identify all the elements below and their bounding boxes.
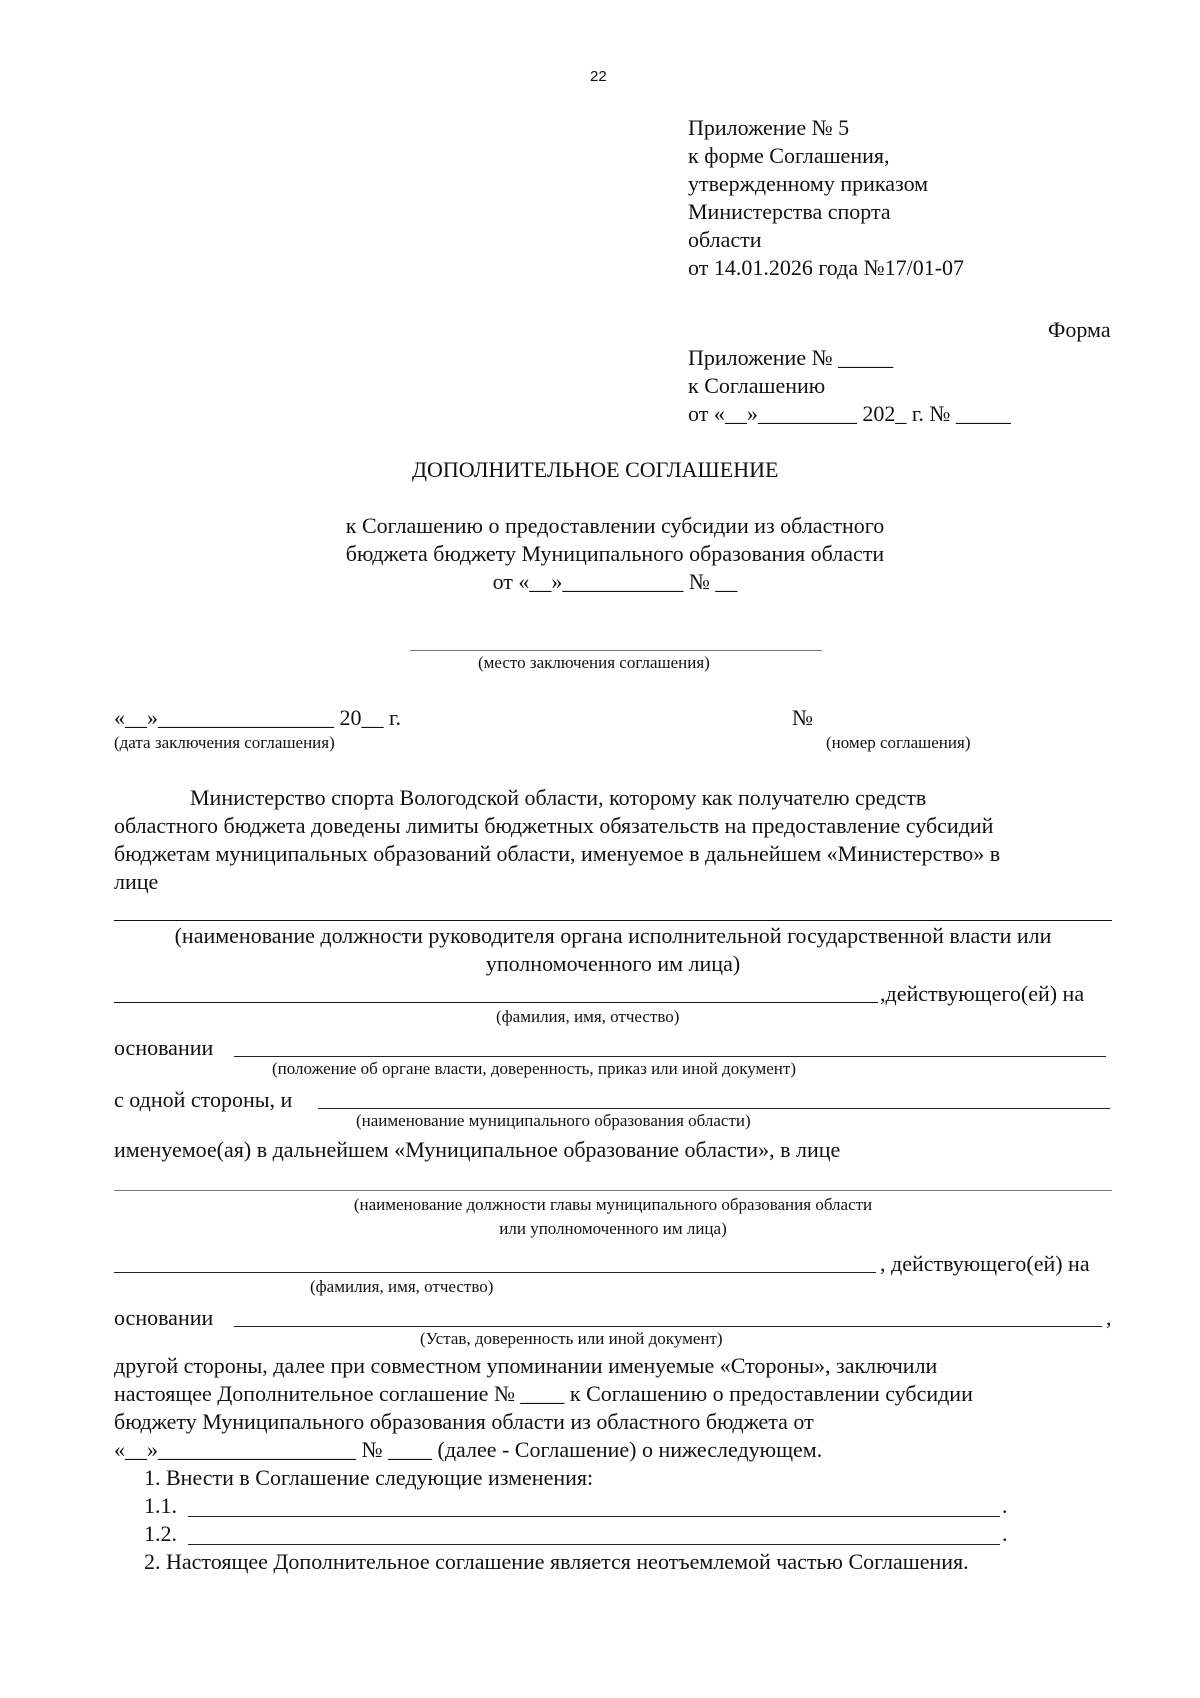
municipality-caption: (наименование муниципального образования области): [356, 1111, 751, 1130]
appendix-form-line: к Соглашению: [688, 373, 826, 398]
acting2-text: , действующего(ей) на: [880, 1251, 1090, 1276]
place-caption: (место заключения соглашения): [478, 653, 710, 672]
number-caption: (номер соглашения): [826, 733, 971, 752]
item-1: 1. Внести в Соглашение следующие изменения:: [144, 1465, 594, 1490]
fio1-caption: (фамилия, имя, отчество): [496, 1007, 680, 1026]
municipality-line: [318, 1108, 1110, 1109]
item-1-2-label: 1.2.: [144, 1521, 177, 1546]
item-1-1-end: .: [1002, 1493, 1008, 1518]
fio2-line: [114, 1272, 876, 1273]
appendix-form-line: Приложение № _____: [688, 345, 894, 370]
basis1-label: основании: [114, 1035, 214, 1060]
appendix-line: к форме Соглашения,: [688, 143, 890, 168]
appendix-line: области: [688, 227, 762, 252]
date-line: «__»________________ 20__ г.: [114, 705, 402, 730]
appendix-line: от 14.01.2026 года №17/01-07: [688, 255, 965, 280]
appendix-form-line: от «__»_________ 202_ г. № _____: [688, 401, 1011, 426]
para1-line: лице: [114, 869, 159, 894]
para2-line: настоящее Дополнительное соглашение № ____ к Соглашению о предоставлении субсидии: [114, 1381, 973, 1406]
named-municipality: именуемое(ая) в дальнейшем «Муниципальное образование области», в лице: [114, 1137, 841, 1162]
appendix-header: [688, 114, 964, 282]
document-title: ДОПОЛНИТЕЛЬНОЕ СОГЛАШЕНИЕ: [412, 457, 779, 482]
subtitle-line: к Соглашению о предоставлении субсидии из областного: [345, 513, 885, 538]
basis2-caption: (Устав, доверенность или иной документ): [420, 1329, 723, 1348]
subtitle-line: бюджета бюджету Муниципального образования области: [345, 541, 885, 566]
para1-line: областного бюджета доведены лимиты бюджетных обязательств на предоставление субсидий: [114, 813, 994, 838]
appendix-line: Приложение № 5: [688, 115, 850, 140]
position2-caption: [114, 1194, 1112, 1242]
position1-line: [114, 920, 1112, 921]
item-1-1-label: 1.1.: [144, 1493, 177, 1518]
para2-line: другой стороны, далее при совместном упоминании именуемые «Стороны», заключили: [114, 1353, 938, 1378]
item-2: 2. Настоящее Дополнительное соглашение является неотъемлемой частью Соглашения.: [144, 1549, 969, 1574]
fio2-caption: (фамилия, имя, отчество): [310, 1277, 494, 1296]
page-number: 22: [590, 68, 607, 85]
item-1-1-line: [188, 1516, 1000, 1517]
para2-line: «__»__________________ № ____ (далее - Соглашение) о нижеследующем.: [114, 1437, 823, 1462]
appendix-line: Министерства спорта: [688, 199, 891, 224]
fio1-line: [114, 1002, 878, 1003]
appendix-form: [688, 344, 1011, 428]
position2-line: [114, 1190, 1112, 1191]
caption-line: уполномоченного им лица): [485, 951, 741, 976]
number-sign: №: [792, 705, 813, 730]
caption-line: (наименование должности руководителя органа исполнительной государственной власти или: [174, 923, 1052, 948]
item-1-2-end: .: [1002, 1521, 1008, 1546]
date-caption: (дата заключения соглашения): [114, 733, 335, 752]
position1-caption: [114, 922, 1112, 978]
document-subtitle: [170, 512, 1060, 596]
para1-line: бюджетам муниципальных образований области, именуемое в дальнейшем «Министерство» в: [114, 841, 1001, 866]
basis2-end: ,: [1106, 1305, 1112, 1330]
acting1-text: ,действующего(ей) на: [880, 981, 1085, 1006]
caption-line: (наименование должности главы муниципального образования области: [353, 1195, 873, 1214]
basis2-label: основании: [114, 1305, 214, 1330]
appendix-line: утвержденному приказом: [688, 171, 929, 196]
basis1-caption: (положение об органе власти, доверенность, приказ или иной документ): [272, 1059, 796, 1078]
basis1-line: [234, 1056, 1106, 1057]
place-line: [410, 650, 822, 651]
caption-line: или уполномоченного им лица): [499, 1219, 727, 1238]
subtitle-line: от «__»___________ № __: [492, 569, 738, 594]
para1-line: Министерство спорта Вологодской области, которому как получателю средств: [190, 785, 927, 810]
item-1-2-line: [188, 1544, 1000, 1545]
forma-label: Форма: [1048, 317, 1111, 342]
para2-line: бюджету Муниципального образования области из областного бюджета от: [114, 1409, 814, 1434]
one-side-text: с одной стороны, и: [114, 1087, 293, 1112]
basis2-line: [234, 1326, 1102, 1327]
